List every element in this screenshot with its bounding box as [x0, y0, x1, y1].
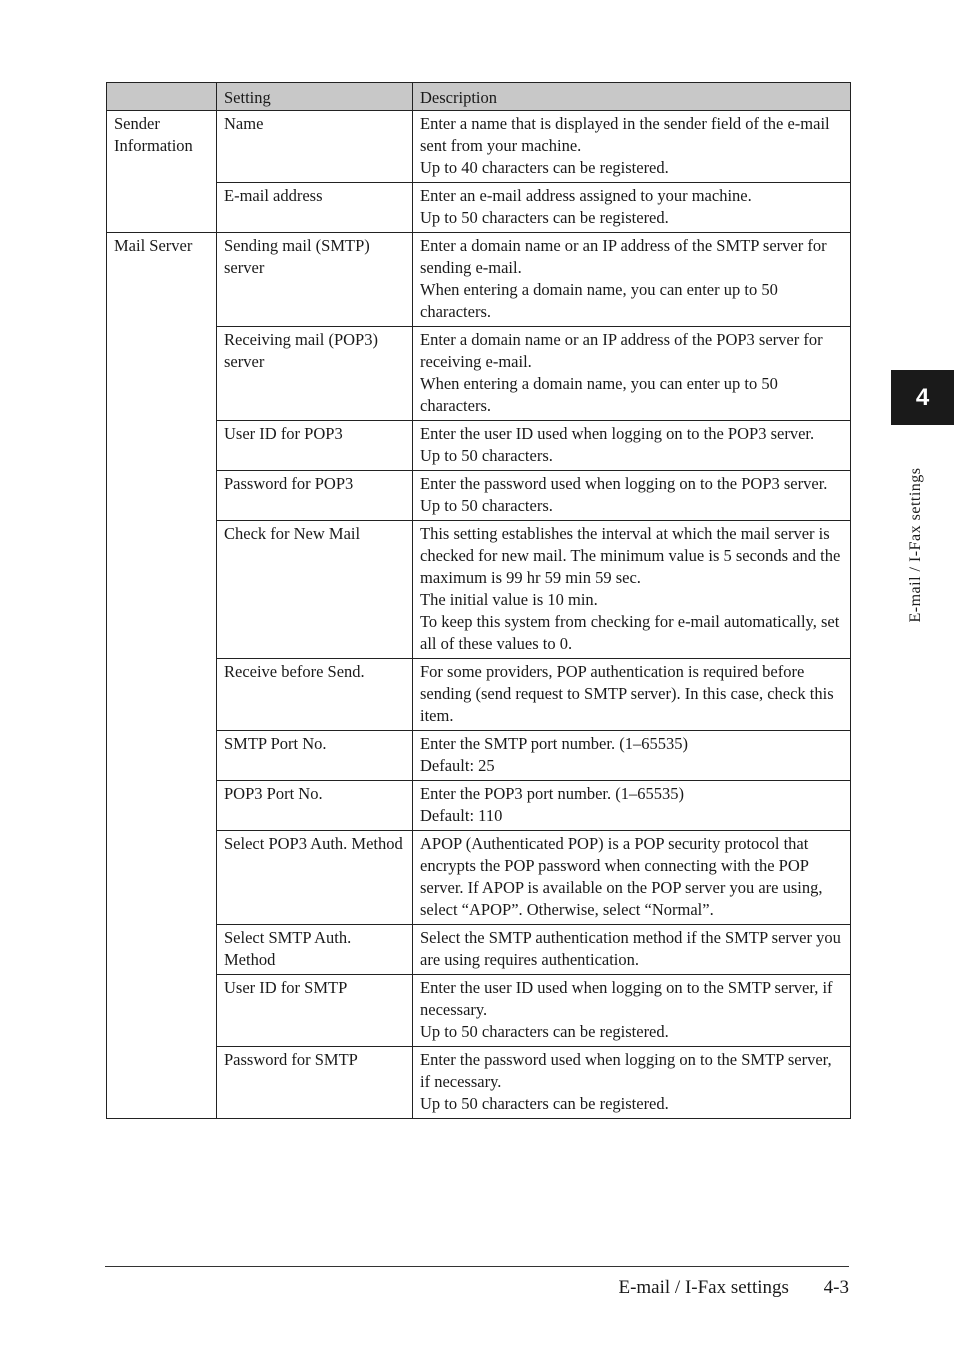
description-line: Up to 50 characters can be registered.: [420, 208, 669, 227]
table-row: [107, 327, 851, 421]
footer-title: E-mail / I-Fax settings: [618, 1277, 789, 1298]
description-line: Enter the user ID used when logging on to the POP3 server.: [420, 424, 815, 443]
header-description: Description: [413, 83, 851, 111]
description-cell: [413, 1047, 851, 1119]
setting-cell: E-mail address: [217, 183, 413, 233]
table-row: [107, 471, 851, 521]
description-line: Enter the password used when logging on to the SMTP server, if necessary.: [420, 1050, 832, 1091]
group-sender-information: Sender Information: [107, 111, 217, 233]
table-body: [107, 111, 851, 1119]
setting-cell: Receive before Send.: [217, 659, 413, 731]
header-setting: Setting: [217, 83, 413, 111]
description-cell: [413, 521, 851, 659]
footer-divider: [105, 1266, 849, 1267]
setting-cell: User ID for SMTP: [217, 975, 413, 1047]
table-row: [107, 421, 851, 471]
description-line: Enter a domain name or an IP address of the POP3 server for receiving e-mail.: [420, 330, 823, 371]
header-group: [107, 83, 217, 111]
description-cell: [413, 831, 851, 925]
page-footer: [618, 1277, 849, 1299]
setting-cell: User ID for POP3: [217, 421, 413, 471]
setting-cell: Select POP3 Auth. Method: [217, 831, 413, 925]
description-line: To keep this system from checking for e-mail automatically, set all of these values to 0.: [420, 612, 840, 653]
description-line: Enter a domain name or an IP address of the SMTP server for sending e-mail.: [420, 236, 827, 277]
table-row: [107, 521, 851, 659]
description-line: Enter the password used when logging on to the POP3 server.: [420, 474, 828, 493]
setting-cell: Select SMTP Auth. Method: [217, 925, 413, 975]
description-line: Default: 25: [420, 756, 495, 775]
description-line: APOP (Authenticated POP) is a POP security protocol that encrypts the POP password when connecting with the POP server. If APOP is available on the POP server you are using, select “APOP”. Otherwise, select “Normal”.: [420, 834, 823, 919]
table-row: [107, 183, 851, 233]
description-line: The initial value is 10 min.: [420, 590, 598, 609]
description-line: When entering a domain name, you can enter up to 50 characters.: [420, 280, 778, 321]
description-cell: [413, 659, 851, 731]
description-cell: [413, 925, 851, 975]
setting-cell: Name: [217, 111, 413, 183]
table-row: [107, 1047, 851, 1119]
description-line: Default: 110: [420, 806, 503, 825]
description-line: Enter the SMTP port number. (1–65535): [420, 734, 688, 753]
description-line: Enter a name that is displayed in the sender field of the e-mail sent from your machine.: [420, 114, 830, 155]
description-line: Select the SMTP authentication method if the SMTP server you are using requires authentication.: [420, 928, 841, 969]
setting-cell: Password for POP3: [217, 471, 413, 521]
description-line: Up to 50 characters can be registered.: [420, 1094, 669, 1113]
description-line: This setting establishes the interval at which the mail server is checked for new mail. The minimum value is 5 seconds and the maximum is 99 hr 59 min 59 sec.: [420, 524, 841, 587]
description-line: When entering a domain name, you can enter up to 50 characters.: [420, 374, 778, 415]
table-row: [107, 925, 851, 975]
description-line: Enter an e-mail address assigned to your machine.: [420, 186, 752, 205]
setting-cell: Receiving mail (POP3) server: [217, 327, 413, 421]
description-cell: [413, 233, 851, 327]
description-cell: [413, 421, 851, 471]
chapter-tab: 4: [891, 370, 954, 425]
group-mail-server: Mail Server: [107, 233, 217, 1119]
page-number: 4-3: [823, 1277, 849, 1298]
setting-cell: POP3 Port No.: [217, 781, 413, 831]
description-line: For some providers, POP authentication is required before sending (send request to SMTP server). In this case, check this item.: [420, 662, 834, 725]
description-line: Enter the POP3 port number. (1–65535): [420, 784, 684, 803]
table-row: [107, 233, 851, 327]
description-cell: [413, 731, 851, 781]
table-row: [107, 111, 851, 183]
description-cell: [413, 327, 851, 421]
description-cell: [413, 111, 851, 183]
description-line: Up to 50 characters can be registered.: [420, 1022, 669, 1041]
description-cell: [413, 975, 851, 1047]
description-line: Up to 50 characters.: [420, 446, 553, 465]
description-line: Enter the user ID used when logging on to the SMTP server, if necessary.: [420, 978, 833, 1019]
settings-table: [106, 82, 851, 1119]
header-row: [107, 83, 851, 111]
description-line: Up to 50 characters.: [420, 496, 553, 515]
setting-cell: Password for SMTP: [217, 1047, 413, 1119]
table-row: [107, 781, 851, 831]
side-chapter-label: E-mail / I-Fax settings: [907, 467, 924, 623]
description-cell: [413, 183, 851, 233]
table-row: [107, 731, 851, 781]
description-cell: [413, 781, 851, 831]
table-row: [107, 831, 851, 925]
description-line: Up to 40 characters can be registered.: [420, 158, 669, 177]
table-row: [107, 975, 851, 1047]
setting-cell: Sending mail (SMTP) server: [217, 233, 413, 327]
table-row: [107, 659, 851, 731]
setting-cell: SMTP Port No.: [217, 731, 413, 781]
description-cell: [413, 471, 851, 521]
setting-cell: Check for New Mail: [217, 521, 413, 659]
